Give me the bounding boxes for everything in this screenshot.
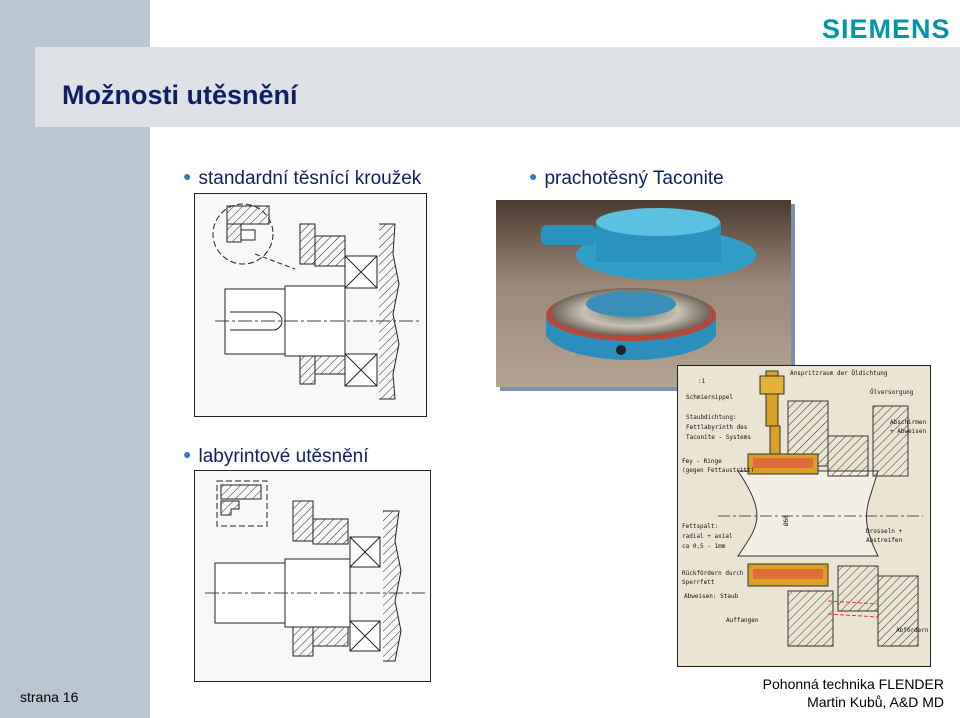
label-abweisen-staub: Abweisen: Staub	[684, 593, 739, 600]
label-fettspalt: Fettspalt:	[682, 523, 719, 530]
footer-line-2: Martin Kubů, A&D MD	[807, 694, 944, 710]
label-ca-gap: ca 0,5 - 1mm	[682, 543, 726, 550]
label-scale: :1	[698, 378, 706, 385]
siemens-logo: SIEMENS	[822, 14, 951, 44]
label-fey-ringe: Fey - Ringe	[682, 458, 722, 465]
label-fettlabyrinth: Fettlabyrinth des	[686, 424, 748, 431]
label-abweisen-plus: + Abweisen	[890, 428, 927, 435]
footer-line-1: Pohonná technika FLENDER	[762, 676, 944, 692]
bullet-dot-icon: ●	[183, 168, 192, 184]
bullet-text: labyrintové utěsnění	[198, 446, 369, 467]
bullet-labyrinth	[183, 446, 369, 468]
label-ruckfordern: Rückfördern durch	[682, 570, 744, 577]
label-radial-axial: radial + axial	[682, 533, 733, 540]
label-olversorgung: Ölversorgung	[870, 389, 914, 396]
label-auffangen: Auffangen	[726, 617, 759, 624]
label-drosseln: Drosseln +	[866, 528, 903, 535]
page-title: Možnosti utěsnění	[62, 80, 298, 110]
bullet-standard-seal	[183, 168, 421, 190]
bullet-taconite	[529, 168, 724, 190]
label-abschirmen: Abschirmen	[890, 419, 927, 426]
page-number: strana 16	[20, 689, 79, 705]
label-staubdichtung: Staubdichtung:	[686, 414, 737, 421]
bullet-dot-icon: ●	[183, 446, 192, 462]
label-d60: Ø60	[783, 515, 790, 526]
footer-credits	[763, 675, 944, 711]
label-anspritzraum: Anspritzraum der Öldichtung	[790, 370, 888, 377]
labyrinth-seal-drawing	[194, 470, 431, 682]
bullet-text: prachotěsný Taconite	[544, 168, 724, 189]
label-abstreifen: Abstreifen	[866, 537, 903, 544]
bullet-dot-icon: ●	[529, 168, 538, 184]
label-schmiernippel: Schmiernippel	[686, 394, 733, 401]
label-abfordern: Abfördern	[896, 627, 929, 634]
label-gegen-fettaustritt: (gegen Fettaustritt)	[682, 467, 755, 474]
taconite-photo	[496, 200, 791, 387]
label-taconite-system: Taconite - Systems	[686, 434, 752, 441]
bullet-text: standardní těsnící kroužek	[198, 168, 422, 189]
standard-seal-drawing	[194, 193, 427, 417]
label-sperrfett: Sperrfett	[682, 579, 715, 586]
taconite-cross-section	[677, 365, 931, 667]
